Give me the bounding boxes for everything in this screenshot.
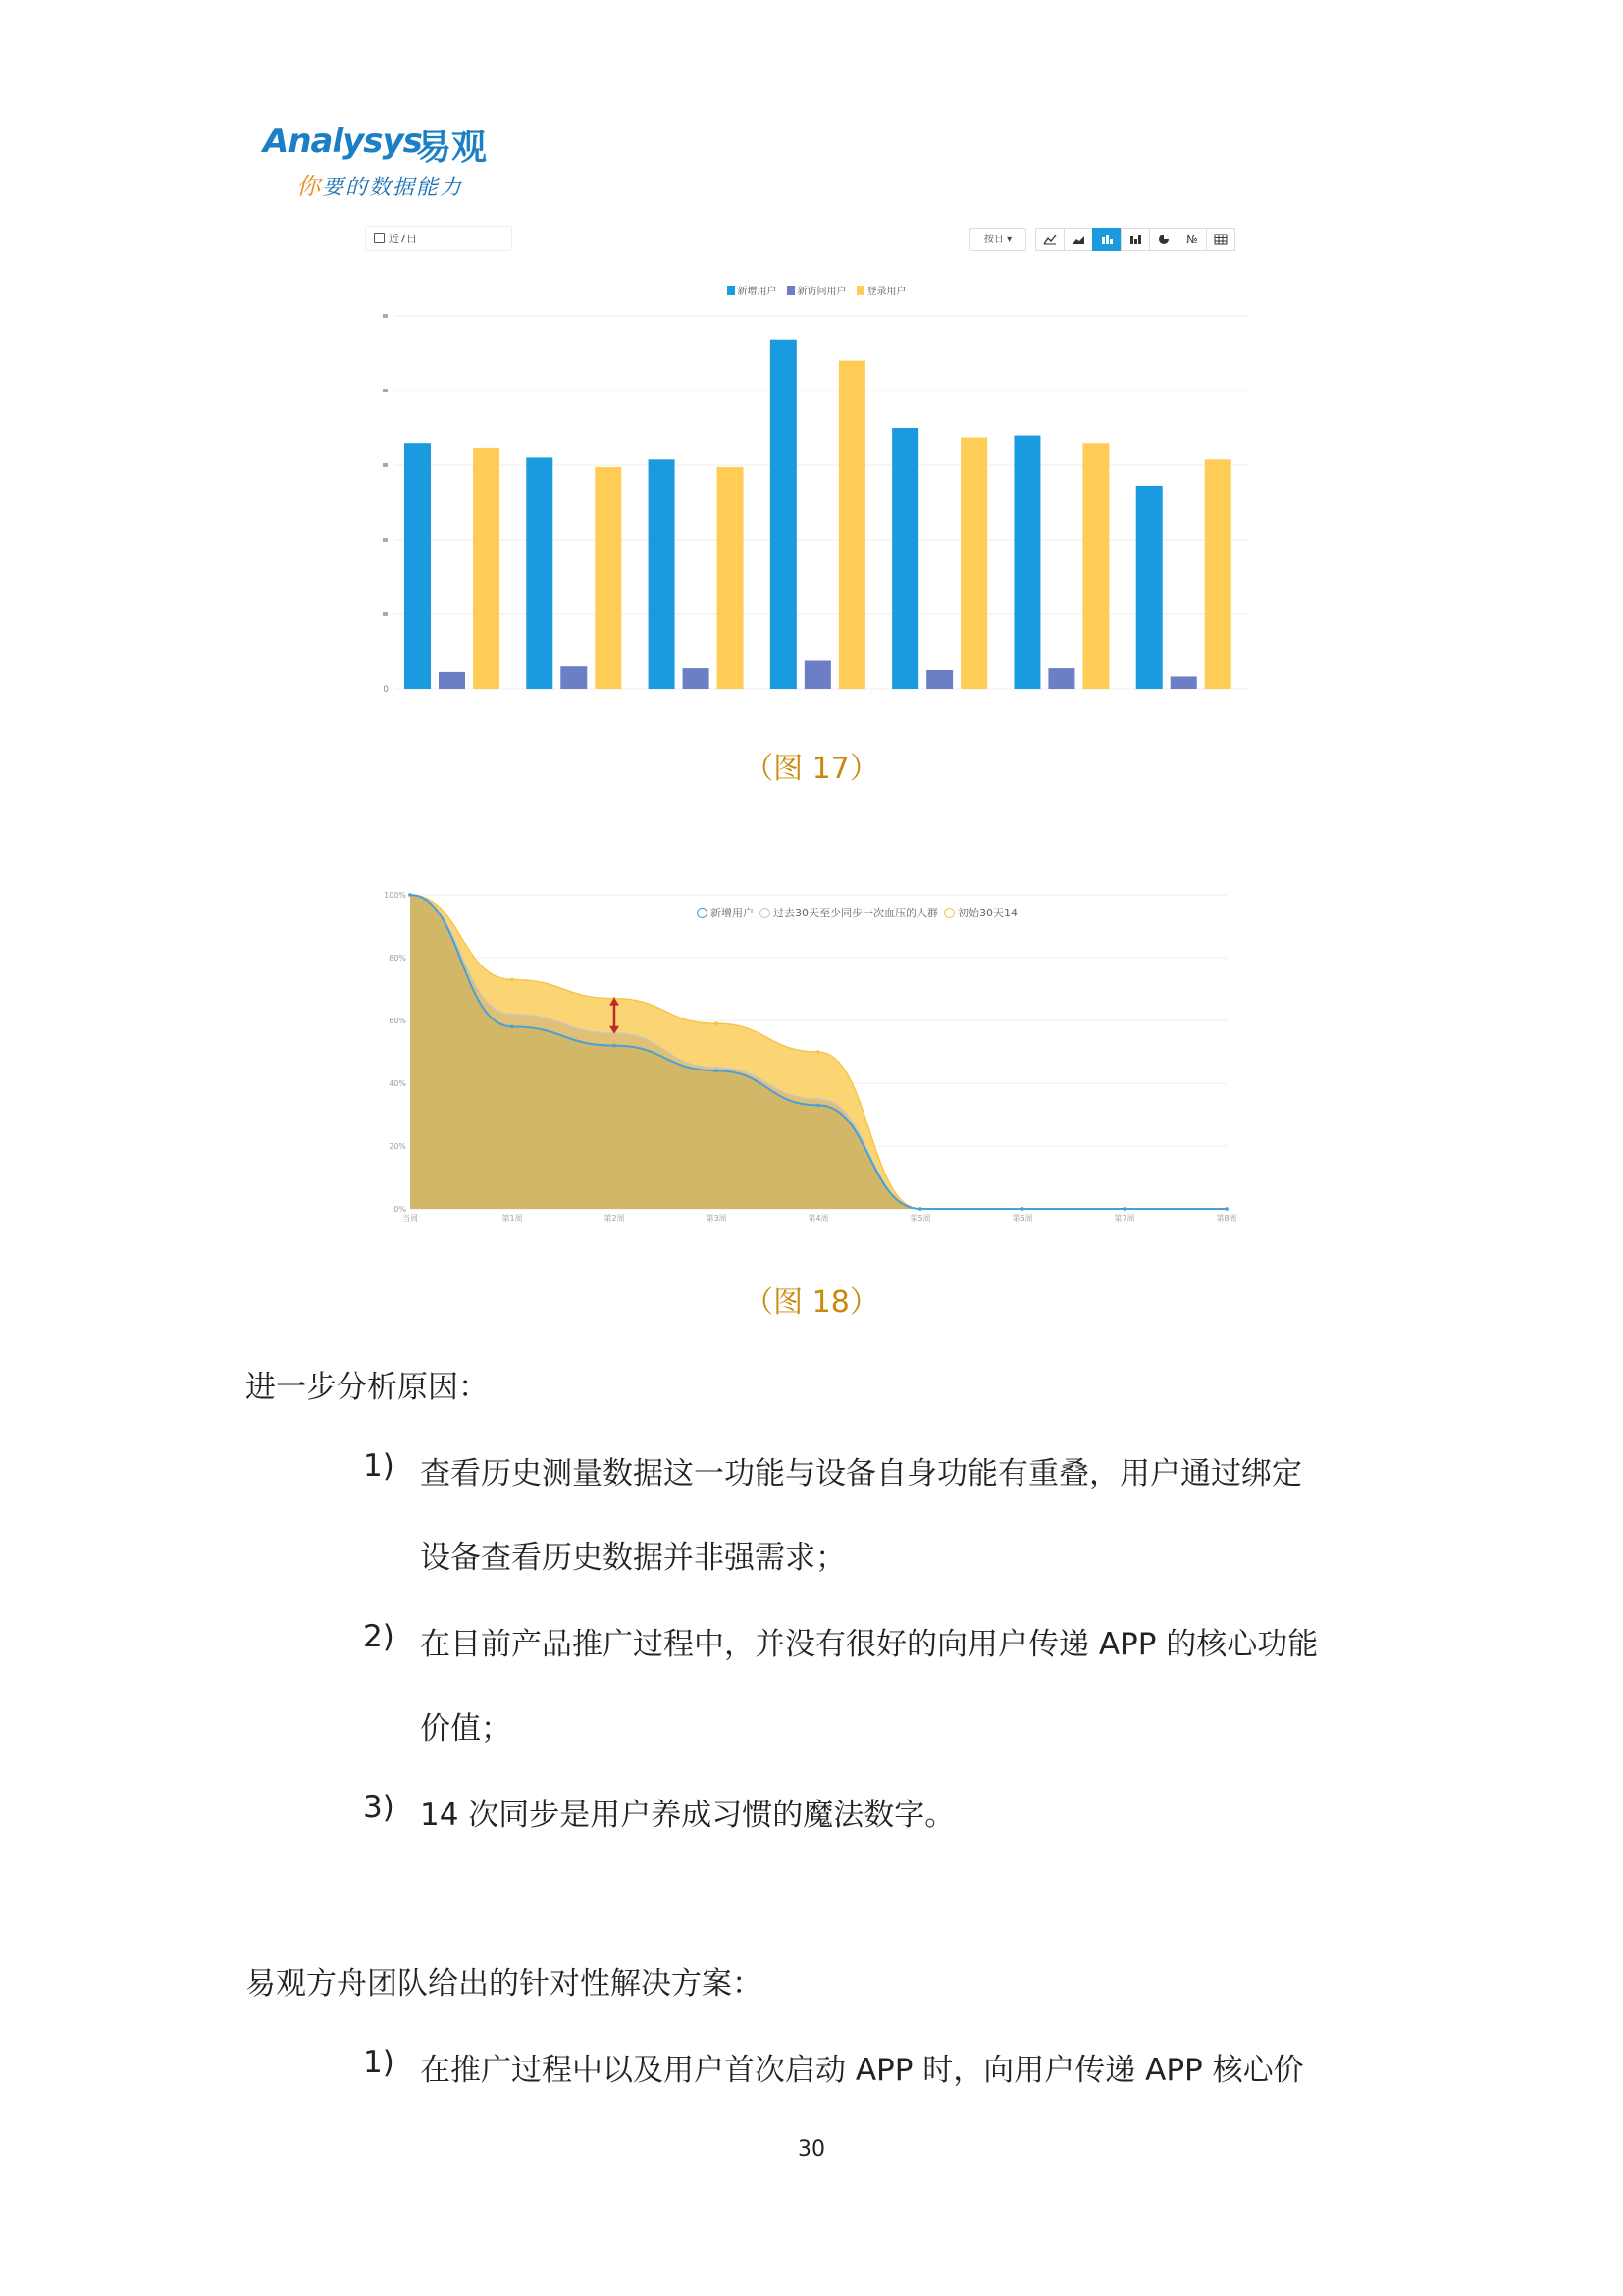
chart17-plot [355, 218, 1278, 708]
y-tick-label: 40% [389, 1079, 406, 1088]
legend-entry[interactable] [944, 905, 1018, 920]
x-tick-label: 第1周 [501, 1214, 523, 1223]
data-point[interactable] [1123, 1207, 1126, 1211]
granularity-label: 按日 [983, 235, 1004, 245]
y-tick-mark [383, 612, 388, 616]
bar[interactable] [770, 340, 797, 689]
heading-analysis: 进一步分析原因： [245, 1370, 489, 1405]
list-number: 2) [363, 1619, 394, 1654]
bar[interactable] [1205, 459, 1231, 689]
bar[interactable] [595, 467, 621, 689]
list-text: 在推广过程中以及用户首次启动 APP 时，向用户传递 APP 核心价 [420, 2053, 1304, 2088]
data-point[interactable] [714, 1069, 718, 1072]
list-text: 14 次同步是用户养成习惯的魔法数字。 [420, 1798, 956, 1833]
bar[interactable] [649, 459, 675, 689]
legend-marker [759, 908, 770, 918]
data-point[interactable] [1021, 1207, 1024, 1211]
data-point[interactable] [918, 1207, 922, 1211]
bar[interactable] [526, 457, 552, 689]
bar[interactable] [560, 666, 587, 689]
list-number: 3) [363, 1790, 394, 1825]
data-point[interactable] [1225, 1207, 1229, 1211]
legend-entry[interactable] [697, 905, 754, 920]
data-point[interactable] [816, 1097, 820, 1101]
bar-chart-figure-17 [355, 218, 1278, 708]
y-tick-label: 0 [383, 685, 389, 695]
legend-marker [697, 908, 707, 918]
list-text: 查看历史测量数据这一功能与设备自身功能有重叠，用户通过绑定 [420, 1456, 1302, 1491]
bar[interactable] [1014, 436, 1040, 689]
x-tick-label: 第7周 [1114, 1214, 1135, 1223]
figure-18-caption: （图 18） [744, 1285, 879, 1320]
bar[interactable] [439, 672, 465, 689]
page-number: 30 [798, 2137, 825, 2162]
logo-brand-cn: 易观 [416, 128, 488, 168]
y-tick-mark [383, 314, 388, 318]
data-point[interactable] [612, 1044, 616, 1048]
y-tick-label: 20% [389, 1142, 406, 1151]
y-tick-mark [383, 389, 388, 392]
granularity-select[interactable]: 按日 ▾ [969, 228, 1026, 251]
x-tick-label: 第5周 [910, 1214, 931, 1223]
legend-label: 新增用户 [737, 287, 777, 297]
y-tick-label: 100% [384, 891, 406, 900]
data-point[interactable] [510, 1025, 514, 1029]
bar[interactable] [404, 443, 431, 689]
legend-label: 初始30天14 [958, 907, 1018, 919]
legend-label: 过去30天至少同步一次血压的人群 [773, 907, 938, 919]
y-tick-label: 0% [393, 1205, 406, 1214]
data-point[interactable] [510, 978, 514, 982]
x-tick-label: 当周 [402, 1214, 418, 1223]
y-tick-mark [383, 538, 388, 542]
legend-marker [944, 908, 955, 918]
list-text-continued: 设备查看历史数据并非强需求； [420, 1540, 846, 1576]
y-tick-label: 60% [389, 1017, 406, 1025]
list-number: 1) [363, 2045, 394, 2080]
bar[interactable] [1082, 443, 1109, 689]
data-point[interactable] [714, 1021, 718, 1025]
list-text-continued: 价值； [420, 1711, 511, 1747]
number-icon: № [1186, 233, 1198, 246]
chart18-legend [697, 905, 1023, 920]
list-number: 1) [363, 1448, 394, 1484]
analysys-logo [257, 120, 512, 198]
data-point[interactable] [714, 1066, 718, 1070]
heading-solution: 易观方舟团队给出的针对性解决方案： [245, 1966, 762, 2002]
x-tick-label: 第2周 [603, 1214, 625, 1223]
y-tick-mark [383, 463, 388, 467]
logo-slogan [296, 167, 463, 201]
bar[interactable] [1048, 668, 1074, 689]
chart18-plot [373, 885, 1256, 1238]
bar[interactable] [892, 428, 918, 689]
x-tick-label: 第8周 [1216, 1214, 1237, 1223]
bar[interactable] [961, 438, 987, 690]
data-point[interactable] [816, 1104, 820, 1108]
x-tick-label: 第6周 [1012, 1214, 1033, 1223]
bar[interactable] [1171, 676, 1197, 689]
data-point[interactable] [510, 1013, 514, 1017]
bar[interactable] [473, 448, 499, 689]
x-tick-label: 第4周 [808, 1214, 829, 1223]
data-point[interactable] [816, 1050, 820, 1054]
list-text: 在目前产品推广过程中，并没有很好的向用户传递 APP 的核心功能 [420, 1627, 1319, 1662]
bar[interactable] [683, 668, 709, 689]
x-tick-label: 第3周 [706, 1214, 727, 1223]
legend-label: 登录用户 [866, 287, 907, 297]
bar[interactable] [926, 670, 953, 689]
logo-slogan-rest: 要的数据能力 [322, 176, 464, 200]
logo-brand-en: Analysys [263, 122, 422, 161]
data-point[interactable] [408, 893, 412, 897]
bar[interactable] [717, 467, 744, 689]
legend-label: 新访问用户 [797, 287, 847, 297]
legend-label: 新增用户 [710, 907, 754, 919]
date-range-label: 近7日 [389, 233, 417, 245]
bar[interactable] [839, 361, 865, 689]
figure-17-caption: （图 17） [744, 752, 879, 786]
logo-slogan-first: 你 [296, 173, 322, 200]
y-tick-label: 80% [389, 954, 406, 963]
bar[interactable] [1136, 486, 1163, 689]
legend-entry[interactable] [759, 905, 938, 920]
retention-area-chart-figure-18 [373, 885, 1256, 1238]
bar[interactable] [805, 661, 831, 690]
